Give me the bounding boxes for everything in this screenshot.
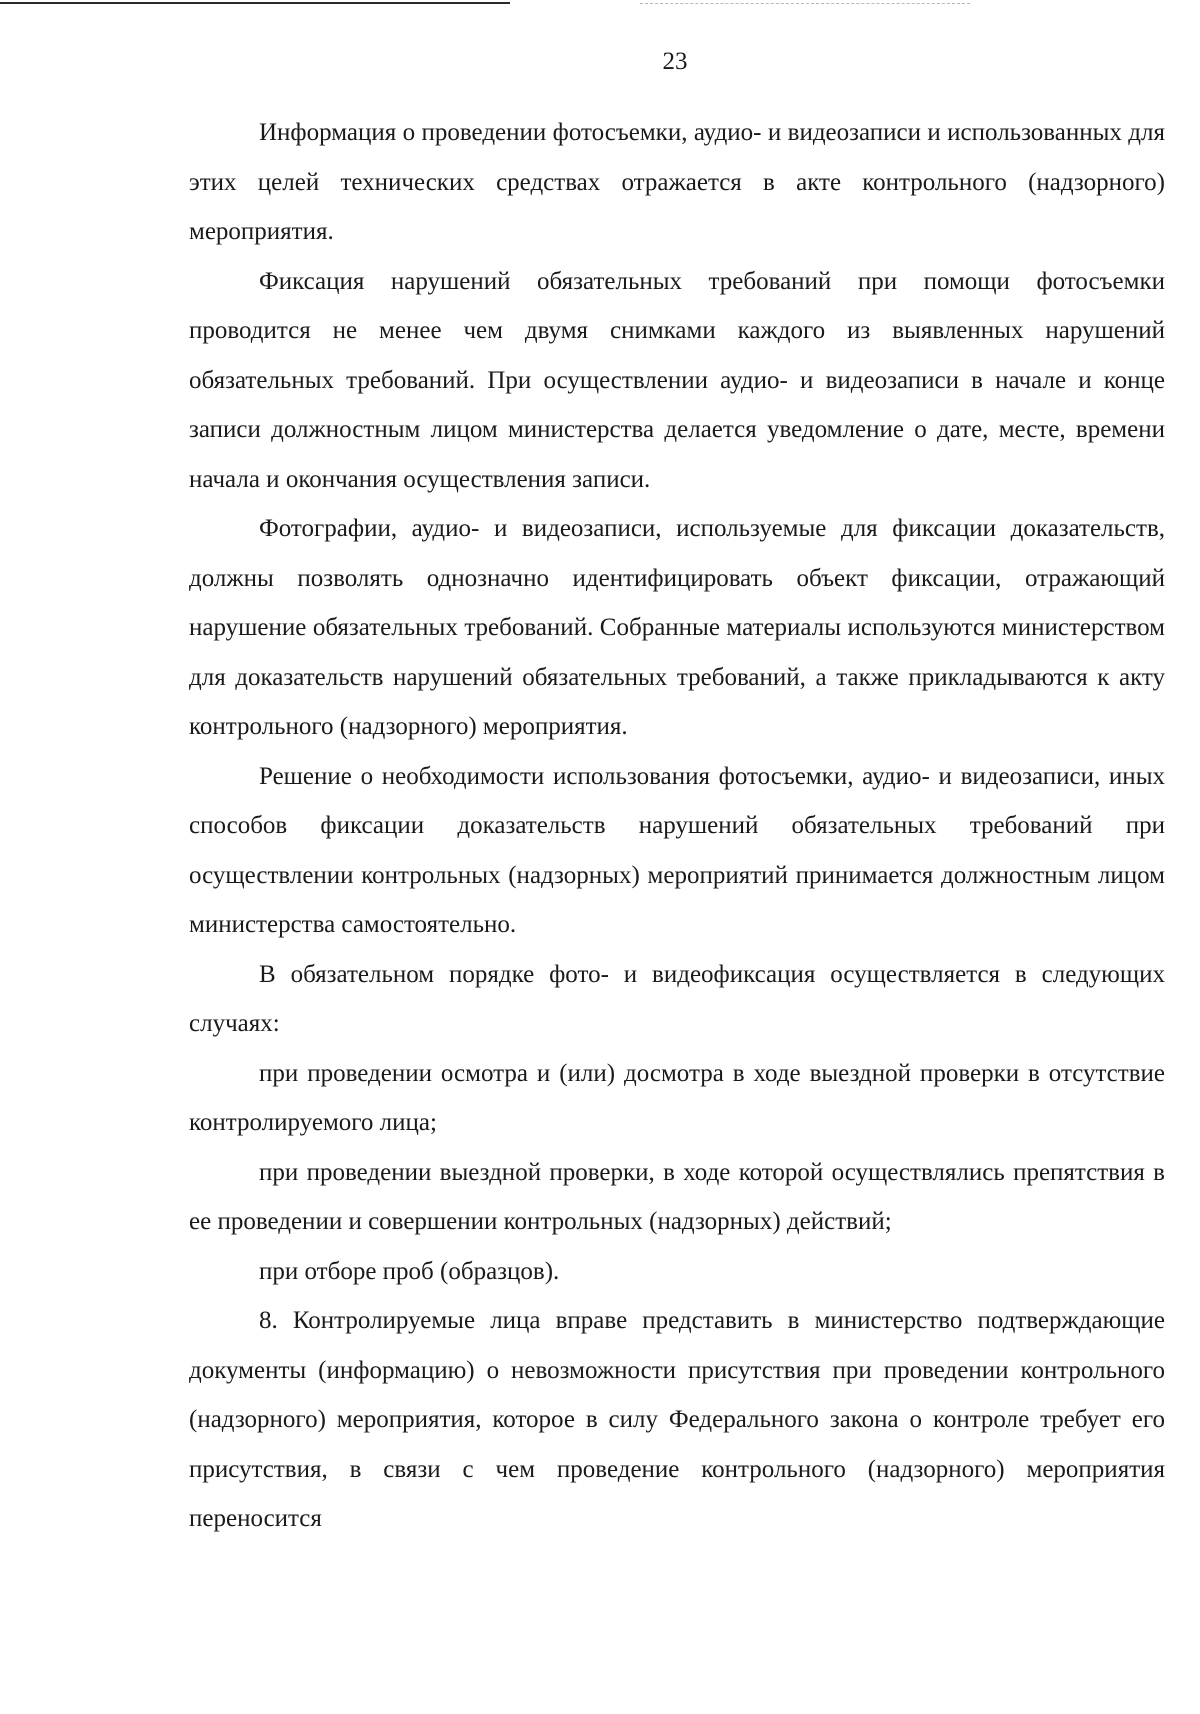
paragraph-violation-fixation: Фиксация нарушений обязательных требований при помощи фотосъемки проводится не менее чем двумя снимками каждого из выявленных нарушений обязательных требований. При осуществлении аудио- и видеозаписи в начале и конце записи должностным лицом министерства делается уведомление о дате, месте, времени начала и окончания осуществления записи. [189,267,1165,493]
top-edge-scan-artifact [640,3,970,4]
paragraph-decision: Решение о необходимости использования фотосъемки, аудио- и видеозаписи, иных способов фиксации доказательств нарушений обязательных требований при осуществлении контрольных (надзорных) мероприятий принимается должностным лицом министерства самостоятельно. [189,762,1165,938]
page-number: 23 [662,48,688,75]
paragraph-photo-info: Информация о проведении фотосъемки, аудио- и видеозаписи и использованных для этих целей технических средствах отражается в акте контрольного (надзорного) мероприятия. [189,119,1165,245]
list-item-sampling: при отборе проб (образцов). [259,1257,560,1285]
list-item-inspection: при проведении осмотра и (или) досмотра в ходе выездной проверки в отсутствие контролируемого лица; [189,1059,1165,1136]
paragraph-photo-evidence: Фотографии, аудио- и видеозаписи, используемые для фиксации доказательств, должны позволять однозначно идентифицировать объект фиксации, отражающий нарушение обязательных требований. Собранные материалы используются министерством для доказательств нарушений обязательных требований, а также прикладываются к акту контрольного (надзорного) мероприятия. [189,515,1165,740]
document-body [189,108,1165,1544]
paragraph-section-8: 8. Контролируемые лица вправе представить в министерство подтверждающие документы (информацию) о невозможности присутствия при проведении контрольного (надзорного) мероприятия, которое в силу Федерального закона о контроле требует его присутствия, в связи с чем проведение контрольного (надзорного) мероприятия переносится [189,1307,1165,1532]
list-item-obstruction: при проведении выездной проверки, в ходе которой осуществлялись препятствия в ее проведении и совершении контрольных (надзорных) действий; [189,1158,1165,1235]
top-edge-line [0,2,510,4]
paragraph-mandatory-cases: В обязательном порядке фото- и видеофиксация осуществляется в следующих случаях: [189,960,1165,1037]
